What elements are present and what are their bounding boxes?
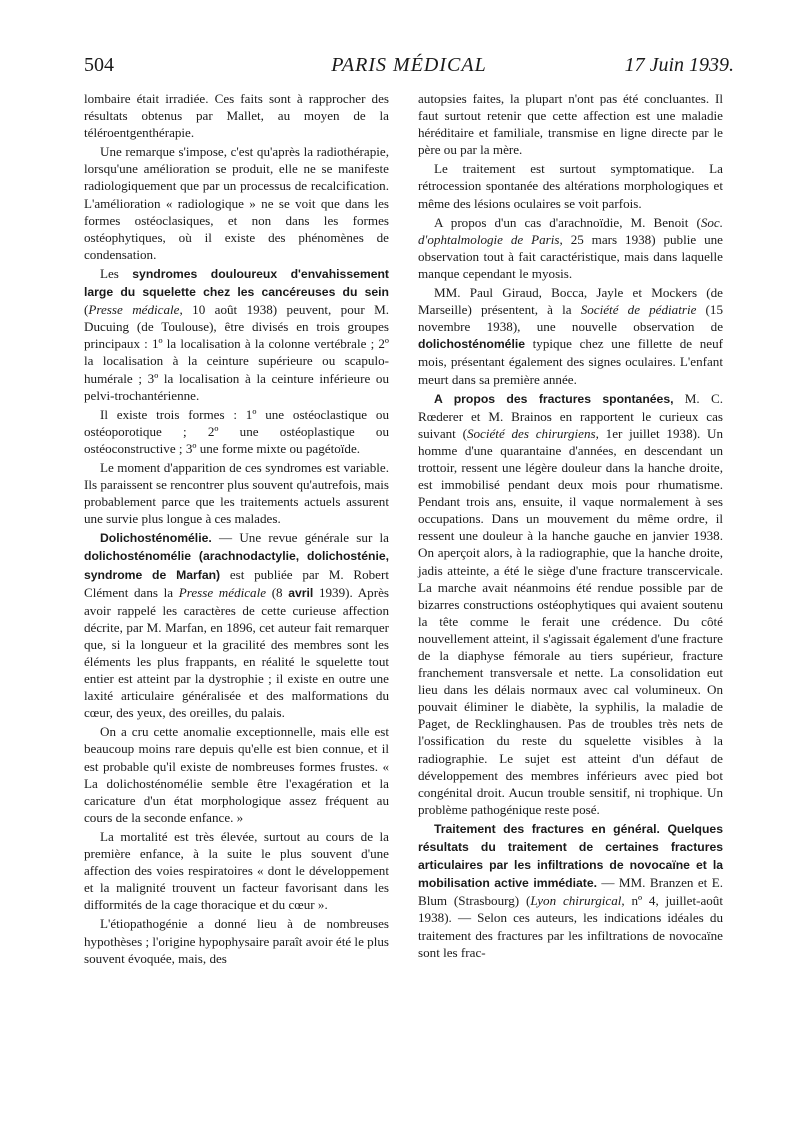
- paragraph: lombaire était irradiée. Ces faits sont à rapprocher des résultats obtenus par Mallet, au moyen de la téléroentgenthérapie.: [84, 91, 389, 141]
- citation: Société des chirurgiens,: [466, 425, 599, 441]
- left-column: [84, 90, 389, 969]
- paragraph: Le traitement est surtout symptomatique. La rétrocession spontanée des altérations morphologiques et même des lésions oculaires se voit parfois.: [418, 161, 723, 211]
- citation: Société de pédiatrie: [580, 302, 697, 318]
- section-heading: Traitement des fractures en général. Quelques résultats du traitement de certaines fractures articulaires par les infiltrations de novocaïne et la mobilisation active immédiate.: [418, 821, 723, 891]
- section-heading: A propos des fractures spontanées,: [434, 391, 674, 406]
- bold-term: avril: [288, 585, 314, 600]
- citation: Soc. d'ophtalmologie de Paris,: [418, 214, 723, 247]
- bold-term: dolichosténomélie (arachnodactylie, dolichosténie, syndrome de Marfan): [84, 549, 389, 582]
- paragraph: Une remarque s'impose, c'est qu'après la radiothérapie, lorsqu'une amélioration se produit, elle ne se manifeste radiologiquement que par un processus de recalcification. L'amélioration « radiologique » ne se voit que dans les formes ostéoclasiques, et non dans les formes ostéophytiques, où il existe des phénomènes de condensation.: [84, 144, 389, 262]
- paragraph: On a cru cette anomalie exceptionnelle, mais elle est beaucoup moins rare depuis qu'elle est bien connue, et il est probable qu'il existe de nombreuses formes frustes. « La dolichosténomélie semble être l'exagération et la caricature d'un état morphologique assez fréquent au cours de la seconde enfance. »: [84, 724, 389, 825]
- journal-title: PARIS MÉDICAL: [331, 54, 487, 76]
- section-heading: Dolichosténomélie.: [100, 531, 212, 546]
- paragraph: A propos d'un cas d'arachnoïdie, M. Benoit (Soc. d'ophtalmologie de Paris, 25 mars 1938) publie une observation tout à fait caractéristique, mais dans laquelle manque cependant le myosis.: [418, 214, 723, 281]
- paragraph: Les syndromes douloureux d'envahissement large du squelette chez les cancéreuses du sein (Presse médicale, 10 août 1938) peuvent, pour M. Ducuing (de Toulouse), être divisés en trois groupes principaux : 1º la localisation à la colonne vertébrale ; 2º la localisation à la ceinture supérieure ou scapulo-humérale ; 3º la localisation à la ceinture inférieure ou pelvi-trochantérienne.: [84, 265, 390, 403]
- citation: Presse médicale,: [88, 302, 183, 318]
- paragraph: Dolichosténomélie. — Une revue générale sur la dolichosténomélie (arachnodactylie, dolichosténie, syndrome de Marfan) est publiée par M. Robert Clément dans la Presse médicale (8 avril 1939). Après avoir rappelé les caractères de cette curieuse affection décrite, par M. Marfan, en 1896, cet auteur fait remarquer que, si la longueur et la gracilité des membres sont les éléments les plus frappants, en réalité le squelette tout entier est atteint par la dystrophie ; il existe en outre une laxité articulaire généralisée et des malformations du cœur, des yeux, des oreilles, du palais.: [84, 530, 389, 721]
- bold-term: dolichosténomélie: [418, 337, 525, 352]
- right-column: [418, 90, 723, 963]
- citation: Presse médicale: [178, 584, 267, 600]
- paragraph: Le moment d'apparition de ces syndromes est variable. Ils paraissent se rencontrer plus souvent qu'autrefois, mais probablement parce que les traitements actuels assurent une survie plus longue à ces malades.: [84, 459, 389, 527]
- paragraph: MM. Paul Giraud, Bocca, Jayle et Mockers (de Marseille) présentent, à la Société de pédiatrie (15 novembre 1938), une nouvelle observation de dolichosténomélie typique chez une fillette de neuf mois, présentant également des signes oculaires. L'enfant meurt dans sa première année.: [418, 285, 724, 387]
- paragraph: A propos des fractures spontanées, M. C. Rœderer et M. Brainos en rapportent le curieux cas suivant (Société des chirurgiens, 1er juillet 1938). Un homme d'une quarantaine d'années, en descendant un trottoir, ressent une légère douleur dans la hanche droite, est immobilisé pendant deux mois pour rhumatisme. Pendant trois ans, ensuite, il vaque normalement à ses occupations. Dans un mouvement du même ordre, il ressent une douleur à la hanche gauche en janvier 1938. On aperçoit alors, à la radiographie, que la hanche droite, jadis atteinte, a été le siège d'une fracture transcervicale. La marche avait néanmoins été rendue possible par de bizarres constructions ostéophytiques qui avaient soutenu la tête comme le ferait une crédence. Du côté nouvellement atteint, il s'agissait également d'une fracture de la diaphyse fémorale au tiers supérieur, fracture franchement transversale et nette. La consolidation eut lieu dans les délais normaux avec cal volumineux. On pouvait éliminer le diabète, la syphilis, la maladie de Paget, de Recklinghausen. Pas de troubles très nets de l'ossification du reste du squelette visibles à la radiographie. Le sujet est atteint d'un défaut de développement des membres inférieurs avec pied bot congénital droit. Aucun trouble sensitif, ni trophique. Un problème pathogénique reste posé.: [418, 390, 724, 817]
- paragraph: autopsies faites, la plupart n'ont pas été concluantes. Il faut surtout retenir que cette affection est une maladie héréditaire et familiale, transmise en ligne directe par le père ou par la mère.: [418, 91, 723, 158]
- paragraph: L'étiopathogénie a donné lieu à de nombreuses hypothèses ; l'origine hypophysaire paraît avoir été le plus souvent évoquée, mais, des: [84, 916, 389, 966]
- page-header: [84, 54, 734, 84]
- paragraph: La mortalité est très élevée, surtout au cours de la première enfance, à la suite le plus souvent d'une affection des voies respiratoires « dont le développement et la malignité trouvent un facteur favorisant dans les difformités de la cage thoracique et du cœur ».: [84, 828, 389, 913]
- page-number: 504: [84, 54, 114, 76]
- issue-date: 17 Juin 1939.: [624, 54, 734, 76]
- citation: Lyon chirurgical,: [530, 893, 625, 909]
- paragraph: Traitement des fractures en général. Quelques résultats du traitement de certaines fractures articulaires par les infiltrations de novocaïne et la mobilisation active immédiate. — MM. Branzen et E. Blum (Strasbourg) (Lyon chirurgical, nº 4, juillet-août 1938). — Selon ces auteurs, les indications idéales du traitement des fractures par les infiltrations de novocaïne sont les frac-: [418, 821, 723, 960]
- paragraph: Il existe trois formes : 1º une ostéoclastique ou ostéoporotique ; 2º une ostéoplastique ou ostéoconstructive ; 3º une forme mixte ou pagétoïde.: [84, 406, 389, 456]
- bold-heading: syndromes douloureux d'envahissement large du squelette chez les cancéreuses du sein: [84, 266, 389, 300]
